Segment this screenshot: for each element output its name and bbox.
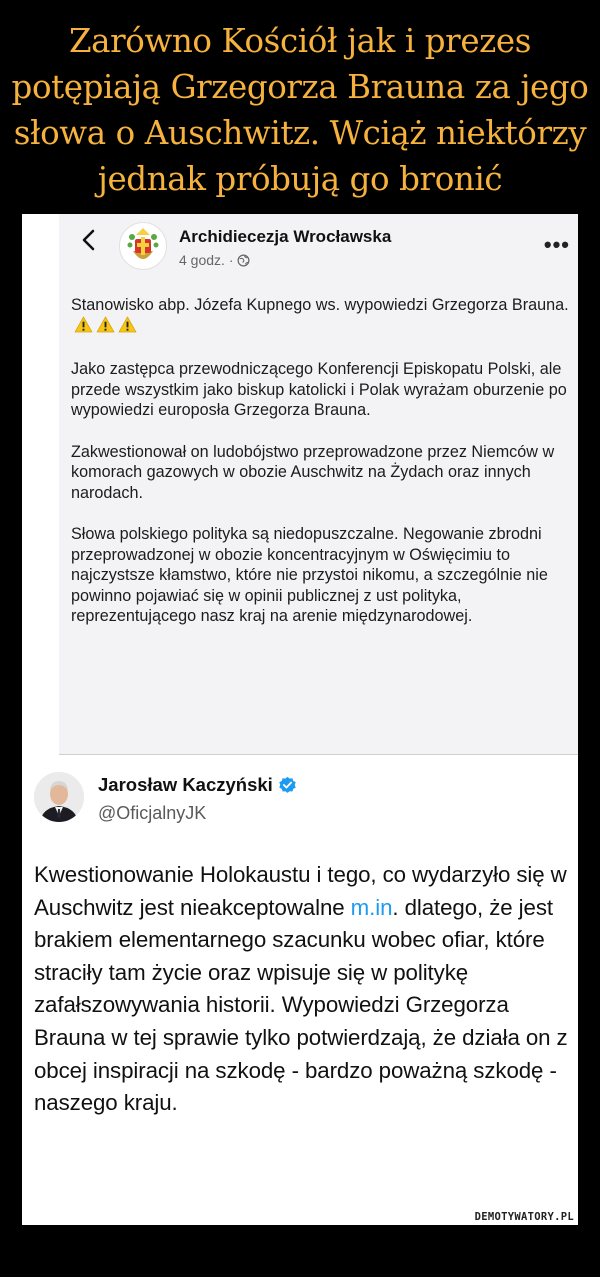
warning-icon	[118, 316, 137, 339]
post-body	[71, 295, 571, 648]
post-paragraph: Zakwestionował on ludobójstwo przeprowadzone przez Niemców w komorach gazowych w obozie Auschwitz na Żydach oraz innych narodach.	[71, 442, 555, 502]
tweet-author	[98, 774, 297, 796]
screenshot-frame	[22, 214, 578, 1225]
post-paragraph: Jako zastępca przewodniczącego Konferencji Episkopatu Polski, ale przede wszystkim jako biskup katolicki i Polak wyrażam oburzenie po wypowiedzi europosła Grzegorza Brauna.	[71, 360, 567, 419]
tweet-text: Kwestionowanie Holokaustu i tego, co wydarzyło się w Auschwitz jest nieakceptowalne m.in. dlatego, że jest brakiem elementarnego szacunku wobec ofiar, które straciły tam życie oraz wpisuje się w politykę zafałszowywania historii. Wypowiedzi Grzegorza Brauna w tej sprawie tylko potwierdzają, że działa on z obcej inspiracji na szkodę - bardzo poważną szkodę - naszego kraju.	[34, 862, 568, 1116]
chevron-left-icon[interactable]	[79, 228, 99, 252]
post-meta	[179, 252, 250, 268]
author-name[interactable]: Jarosław Kaczyński	[98, 774, 273, 795]
author-handle[interactable]: @OficjalnyJK	[98, 803, 207, 823]
globe-icon	[237, 254, 250, 267]
profile-photo[interactable]	[34, 772, 84, 822]
page-headline: Zarówno Kościół jak i prezes potępiają Grzegorza Brauna za jego słowa o Auschwitz. Wciąż niektórzy jednak próbują go bronić	[11, 22, 589, 198]
facebook-post	[59, 214, 578, 754]
coat-of-arms-icon[interactable]	[119, 222, 167, 270]
warning-icon	[96, 316, 115, 339]
divider	[59, 754, 578, 755]
post-paragraph: Stanowisko abp. Józefa Kupnego ws. wypowiedzi Grzegorza Brauna.	[71, 295, 571, 338]
post-time: 4 godz. ·	[179, 252, 234, 268]
tweet-link[interactable]: m.in	[350, 894, 393, 920]
verified-badge-icon	[278, 776, 297, 795]
watermark: DEMOTYWATORY.PL	[467, 1209, 578, 1225]
post-paragraph: Słowa polskiego polityka są niedopuszczalne. Negowanie zbrodni przeprowadzonej w obozie koncentracyjnym w Oświęcimiu to najczystsze kłamstwo, które nie przystoi nikomu, a szczególnie nie powinno pojawiać się w opinii publicznej z ust polityka, reprezentującego nasz kraj na arenie międzynarodowej.	[71, 525, 548, 625]
page-name[interactable]: Archidiecezja Wrocławska	[179, 227, 392, 246]
more-options-button[interactable]: •••	[543, 232, 570, 257]
warning-icon	[74, 316, 93, 339]
